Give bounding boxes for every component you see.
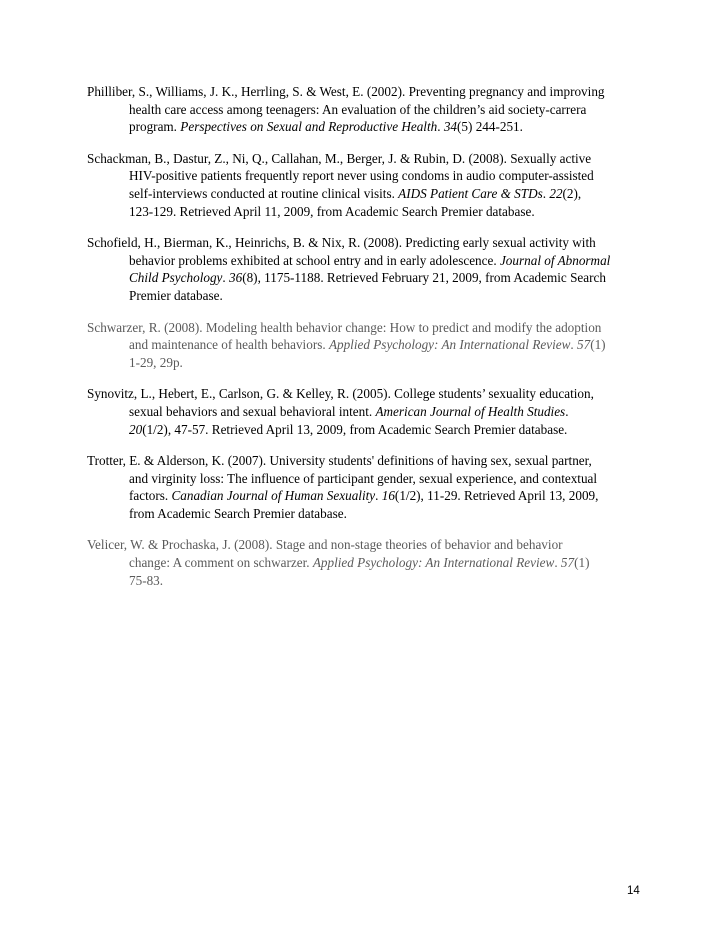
reference-text: Schofield, H., Bierman, K., Heinrichs, B. & Nix, R. (2008). Predicting early sexual activity with [87,235,596,251]
reference-line [87,505,647,523]
reference-italic-text: 57 [577,337,591,353]
reference-italic-text: 57 [560,555,575,571]
reference-line [87,118,647,136]
reference-text: from Academic Search Premier database. [129,505,347,521]
reference-italic-text: Applied Psychology: An International Review [312,555,555,571]
reference-text: Premier database. [129,287,223,303]
reference-text: (1) [574,555,590,571]
reference-line [87,185,647,203]
reference-text: behavior problems exhibited at school entry and in early adolescence. [129,252,500,268]
reference-text: HIV-positive patients frequently report never using condoms in audio computer-assisted [129,168,594,184]
reference-text: (1) [590,337,606,353]
reference-text: . [570,337,577,353]
reference-text: Velicer, W. & Prochaska, J. (2008). Stage and non-stage theories of behavior and behavior [87,537,563,553]
reference-italic-text: Applied Psychology: An International Review [328,337,571,353]
reference-text: . [437,119,444,135]
reference-italic-text: Child Psychology [129,270,223,286]
reference-line [87,287,647,305]
reference-text: Schwarzer, R. (2008). Modeling health behavior change: How to predict and modify the adoption [87,319,602,335]
reference-text: change: A comment on schwarzer. [129,555,313,571]
reference-text: Synovitz, L., Hebert, E., Carlson, G. & Kelley, R. (2005). College students’ sexuality education, [87,386,594,402]
reference-line [87,203,647,221]
reference-text: program. [129,119,181,135]
reference-line [87,83,647,101]
reference-line [87,336,647,354]
reference-text: (1/2), 11-29. Retrieved April 13, 2009, [394,488,599,504]
reference-italic-text: Journal of Abnormal [499,252,611,268]
reference-text: Trotter, E. & Alderson, K. (2007). University students' definitions of having sex, sexual partner, [87,453,592,469]
page-number: 14 [627,885,640,897]
reference-entry [87,234,647,304]
reference-line [87,452,647,470]
reference-line [87,101,647,119]
reference-entry [87,385,647,438]
reference-text: (5) 244-251. [457,119,523,135]
reference-text: (1/2), 47-57. Retrieved April 13, 2009, from Academic Search Premier database. [142,421,568,437]
reference-entry [87,83,647,136]
reference-text: . [542,185,550,201]
reference-text: health care access among teenagers: An evaluation of the children’s aid society-carrera [129,101,587,117]
reference-entry [87,452,647,522]
reference-line [87,234,647,252]
reference-italic-text: 16 [381,488,395,504]
reference-list [87,83,647,603]
reference-line [87,572,647,590]
reference-text: (8), 1175-1188. Retrieved February 21, 2009, from Academic Search [242,270,606,286]
reference-text: . [222,270,229,286]
reference-line [87,470,647,488]
reference-italic-text: Canadian Journal of Human Sexuality [171,488,376,504]
reference-line [87,536,647,554]
reference-entry [87,150,647,220]
reference-text: 75-83. [129,572,164,588]
reference-text: and maintenance of health behaviors. [129,337,329,353]
reference-text: and virginity loss: The influence of participant gender, sexual experience, and contextual [129,470,598,486]
reference-line [87,403,647,421]
reference-text: self-interviews conducted at routine clinical visits. [129,185,399,201]
reference-line [87,269,647,287]
reference-entry [87,536,647,589]
reference-line [87,319,647,337]
reference-line [87,487,647,505]
reference-line [87,150,647,168]
reference-line [87,385,647,403]
reference-italic-text: 36 [229,270,243,286]
reference-text: . [554,555,561,571]
reference-text: Schackman, B., Dastur, Z., Ni, Q., Callahan, M., Berger, J. & Rubin, D. (2008). Sexually active [87,150,592,166]
reference-italic-text: 34 [443,119,458,135]
reference-entry [87,319,647,372]
reference-text: 123-129. Retrieved April 11, 2009, from Academic Search Premier database. [129,203,535,219]
reference-text: 1-29, 29p. [129,354,183,370]
reference-text: . [565,403,569,419]
reference-italic-text: AIDS Patient Care & STDs [398,185,543,201]
reference-line [87,554,647,572]
reference-text: factors. [129,488,172,504]
reference-line [87,252,647,270]
reference-italic-text: 22 [549,185,563,201]
reference-italic-text: 20 [129,421,143,437]
reference-text: (2), [562,185,582,201]
reference-line [87,421,647,439]
reference-italic-text: American Journal of Health Studies [375,403,566,419]
reference-line [87,167,647,185]
reference-text: Philliber, S., Williams, J. K., Herrling, S. & West, E. (2002). Preventing pregnancy and improving [87,84,605,99]
reference-line [87,354,647,372]
reference-text: sexual behaviors and sexual behavioral intent. [129,403,376,419]
reference-text: . [375,488,382,504]
reference-italic-text: Perspectives on Sexual and Reproductive Health [180,119,438,135]
